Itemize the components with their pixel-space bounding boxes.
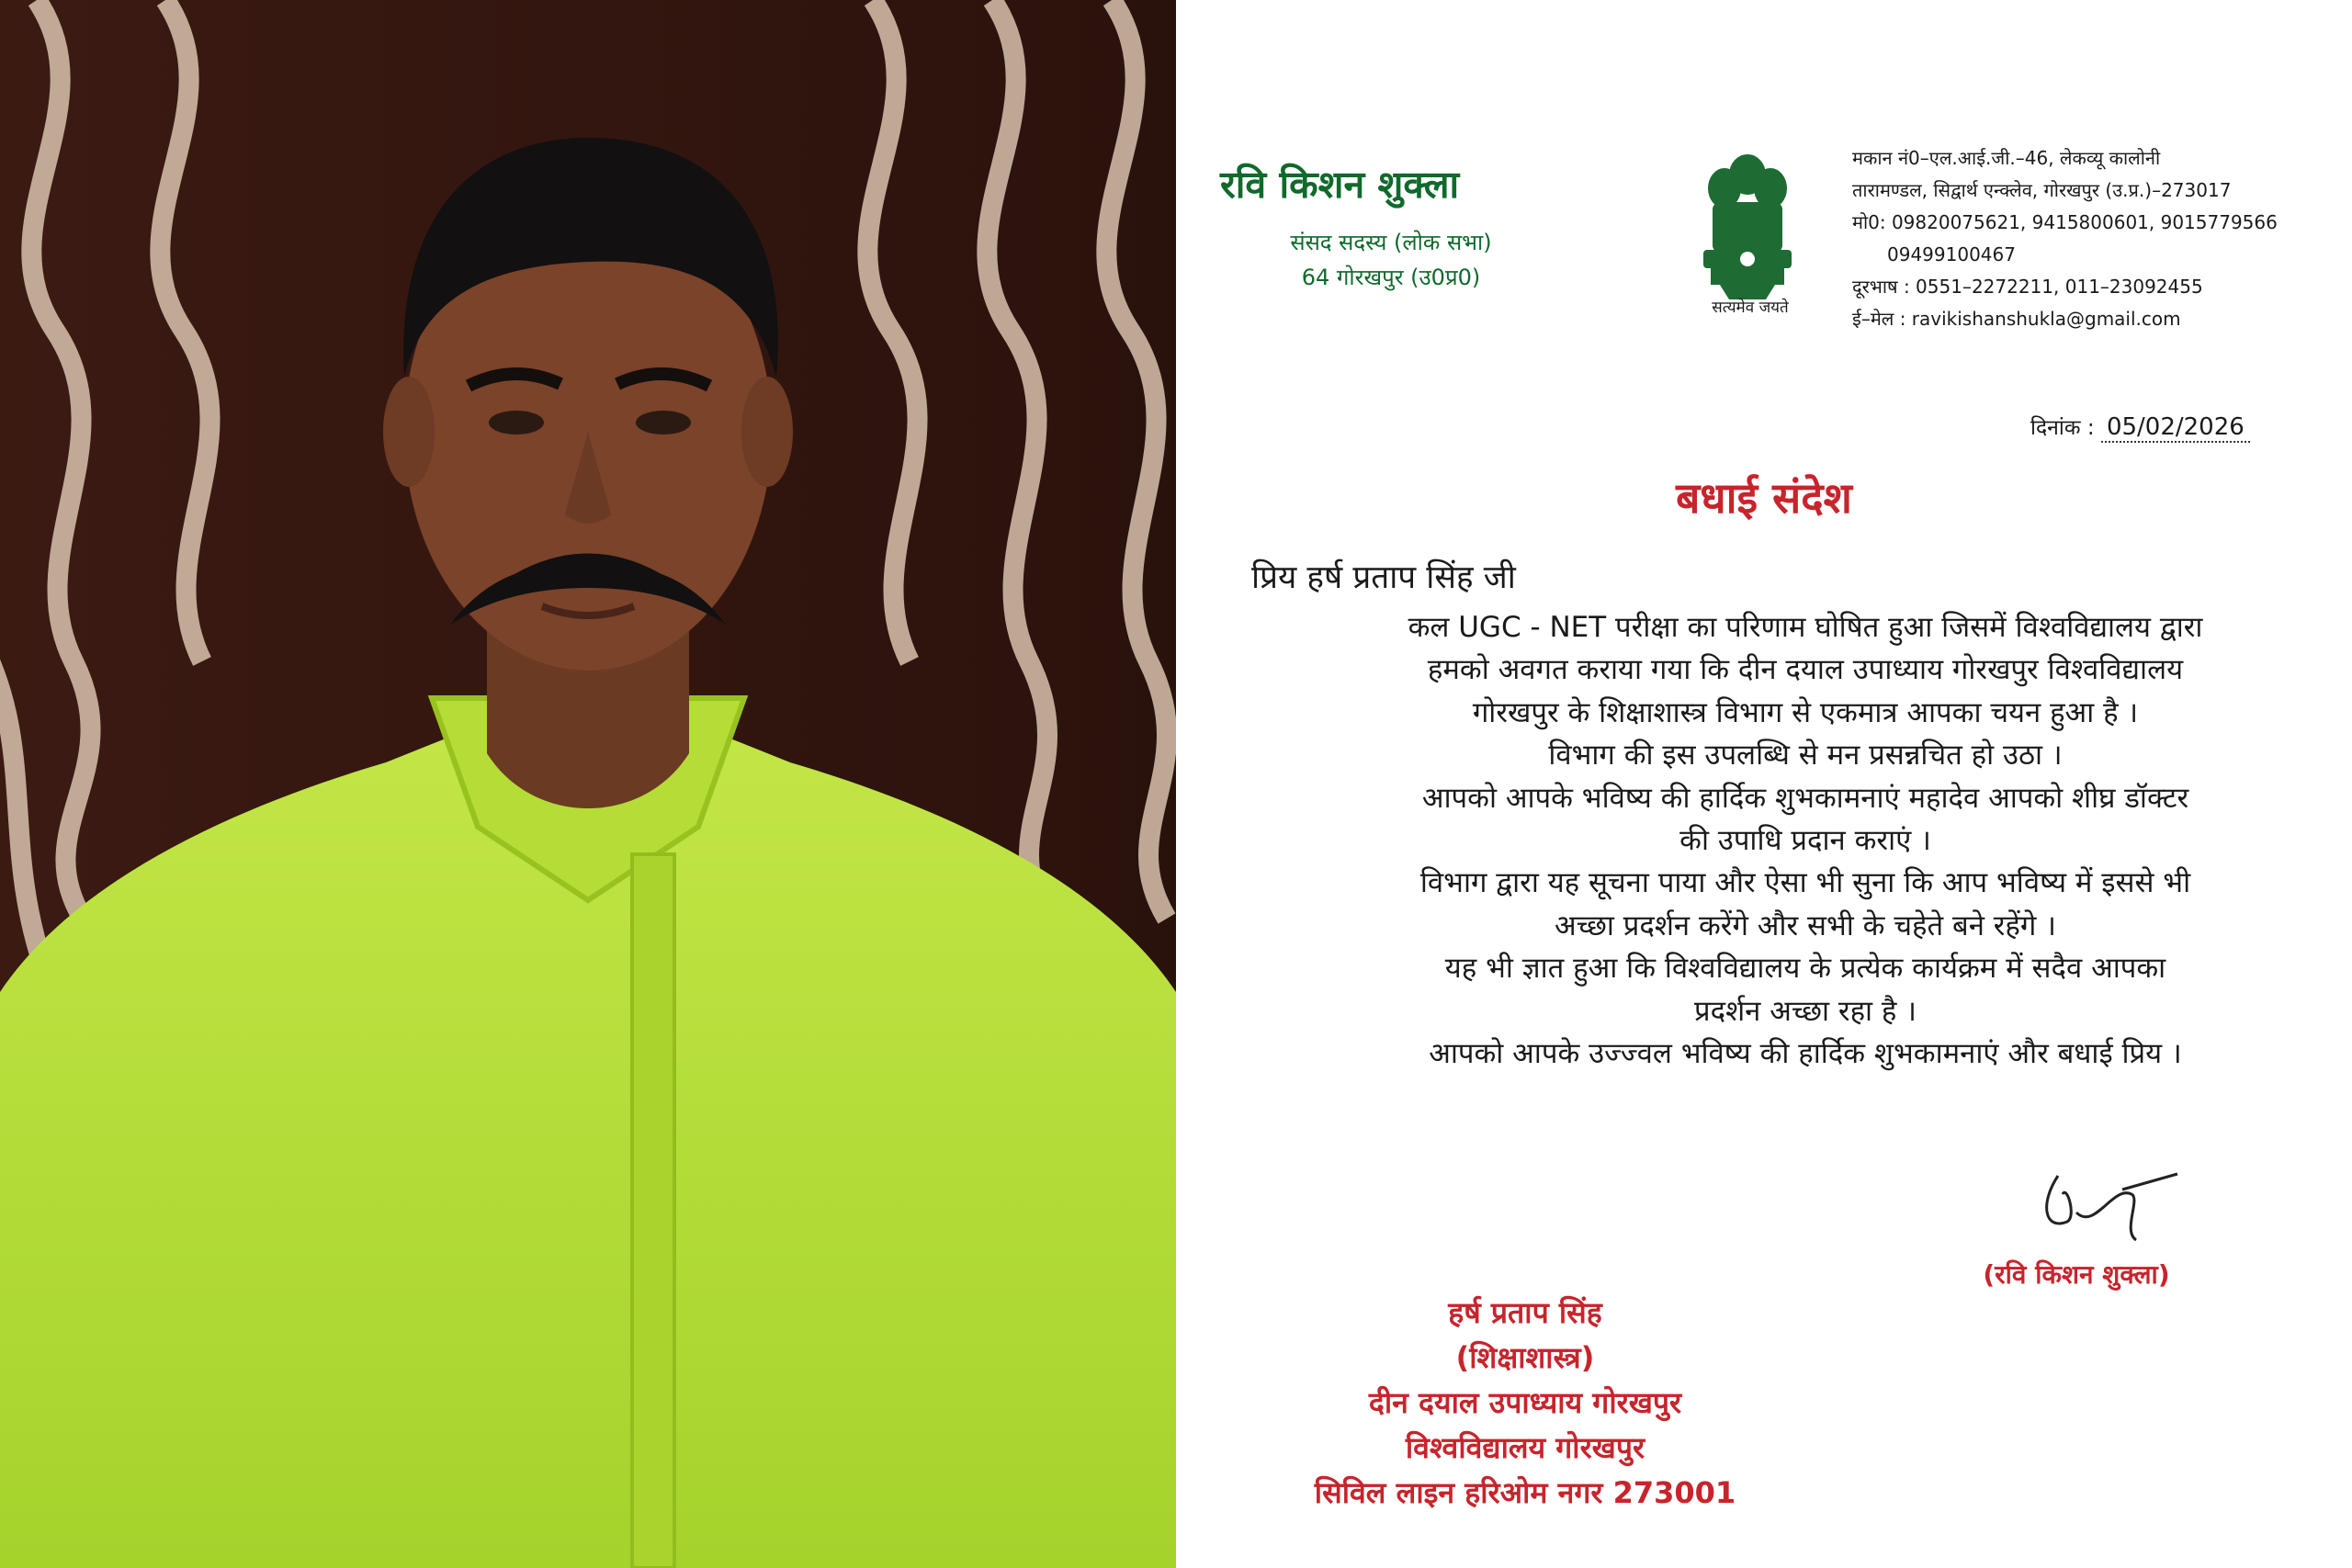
body-line: आपको आपके उज्ज्वल भविष्य की हार्दिक शुभकामनाएं और बधाई प्रिय । [1429,1037,2182,1071]
national-emblem-icon [1692,138,1803,312]
address-line: मकान नं0–एल.आई.जी.–46, लेकव्यू कालोनी [1852,147,2161,169]
letterhead-role-line2: 64 गोरखपुर (उ0प्र0) [1301,265,1481,290]
address-line: 09499100467 [1887,243,2016,265]
letter-heading: बधाई संदेश [1676,473,1852,523]
letterhead-address [1852,142,2330,335]
recipient-line: विश्वविद्यालय गोरखपुर [1405,1430,1645,1465]
body-line: प्रदर्शन अच्छा रहा है । [1693,994,1917,1028]
recipient-line: हर्ष प्रताप सिंह [1448,1295,1602,1330]
kurta-placket [632,854,674,1568]
recipient-line: दीन दयाल उपाध्याय गोरखपुर [1368,1385,1682,1420]
body-line: गोरखपुर के शिक्षाशास्त्र विभाग से एकमात्र आपका चयन हुआ है । [1472,695,2139,729]
body-line: कल UGC - NET परीक्षा का परिणाम घोषित हुआ जिसमें विश्वविद्यालय द्वारा [1408,611,2203,644]
letter-salutation: प्रिय हर्ष प्रताप सिंह जी [1251,559,1516,596]
body-line: विभाग द्वारा यह सूचना पाया और ऐसा भी सुना कि आप भविष्य में इससे भी [1419,866,2191,900]
body-line: हमको अवगत कराया गया कि दीन दयाल उपाध्याय गोरखपुर विश्वविद्यालय [1427,653,2184,687]
letter-date [2030,412,2324,443]
address-line: मो0: 09820075621, 9415800601, 9015779566 [1852,211,2278,233]
body-line: की उपाधि प्रदान कराएं । [1679,824,1931,858]
letterhead-role [1253,225,1529,295]
letter-panel [1176,0,2352,1568]
letterhead-name: रवि किशन शुक्ला [1220,163,1460,207]
letterhead-role-line1: संसद सदस्य (लोक सभा) [1290,230,1492,255]
date-value: 05/02/2026 [2101,413,2250,443]
date-label: दिनांक : [2030,416,2095,440]
body-line: अच्छा प्रदर्शन करेंगे और सभी के चहेते बने रहेंगे । [1555,908,2056,942]
recipient-block [1213,1291,1838,1516]
handwritten-signature [1975,1167,2214,1249]
letter-body [1250,606,2352,1075]
emblem-motto: सत्यमेव जयते [1712,299,1789,317]
body-line: आपको आपके भविष्य की हार्दिक शुभकामनाएं महादेव आपको शीघ्र डॉक्टर [1421,781,2189,815]
signer-name: (रवि किशन शुक्ला) [1983,1259,2170,1290]
address-line: दूरभाष : 0551–2272211, 011–23092455 [1852,276,2203,298]
body-line: विभाग की इस उपलब्धि से मन प्रसन्नचित हो उठा । [1548,739,2063,773]
recipient-line: सिविल लाइन हरिओम नगर 273001 [1314,1475,1736,1510]
recipient-line: (शिक्षाशास्त्र) [1455,1340,1595,1375]
address-line: तारामण्डल, सिद्वार्थ एन्क्लेव, गोरखपुर (उ.प्र.)–273017 [1852,179,2232,201]
body-line: यह भी ज्ञात हुआ कि विश्वविद्यालय के प्रत्येक कार्यक्रम में सदैव आपका [1444,952,2166,986]
address-line: ई–मेल : ravikishanshukla@gmail.com [1852,308,2181,330]
